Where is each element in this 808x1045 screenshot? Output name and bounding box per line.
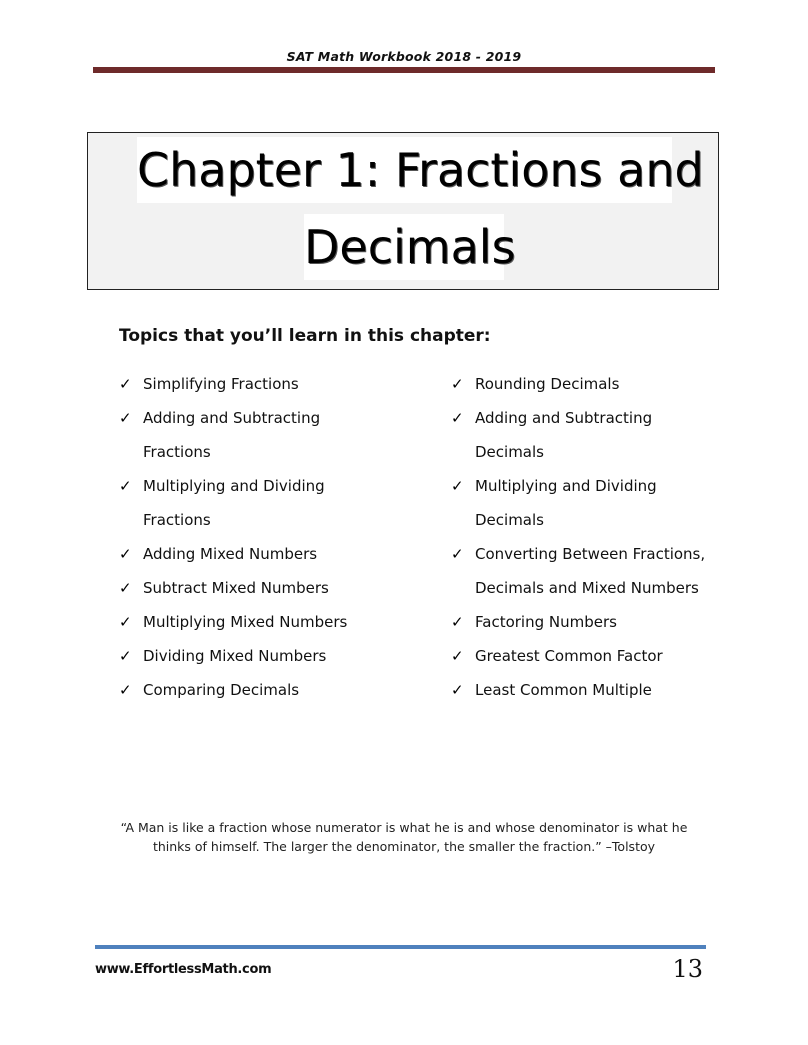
topic-label: Adding and Subtracting	[475, 409, 653, 427]
checkmark-icon: ✓	[119, 375, 132, 393]
checkmark-icon: ✓	[119, 681, 132, 699]
topics-heading: Topics that you’ll learn in this chapter:	[119, 326, 491, 346]
checkmark-icon: ✓	[119, 409, 132, 427]
topic-item	[119, 401, 419, 469]
topic-label: Rounding Decimals	[475, 375, 620, 393]
topic-item	[119, 367, 419, 401]
footer-rule	[95, 945, 706, 949]
topic-label: Factoring Numbers	[475, 613, 617, 631]
checkmark-icon: ✓	[119, 613, 132, 631]
topic-item	[451, 469, 726, 537]
topic-item	[119, 605, 419, 639]
topic-label: Converting Between Fractions,	[475, 545, 706, 563]
checkmark-icon: ✓	[451, 545, 464, 563]
topics-list-left	[119, 367, 419, 707]
topic-label: Decimals	[475, 511, 544, 529]
footer-url: www.EffortlessMath.com	[95, 962, 272, 977]
checkmark-icon: ✓	[119, 647, 132, 665]
topic-item	[451, 537, 726, 605]
chapter-title-box	[87, 132, 719, 290]
topic-item	[119, 469, 419, 537]
checkmark-icon: ✓	[451, 477, 464, 495]
checkmark-icon: ✓	[451, 409, 464, 427]
topic-label: Dividing Mixed Numbers	[143, 647, 327, 665]
topic-label: Simplifying Fractions	[143, 375, 299, 393]
header-rule	[93, 67, 715, 73]
topic-label: Decimals	[475, 443, 544, 461]
topic-label: Subtract Mixed Numbers	[143, 579, 329, 597]
topics-list-right	[451, 367, 726, 707]
checkmark-icon: ✓	[451, 375, 464, 393]
running-header: SAT Math Workbook 2018 - 2019	[286, 49, 522, 64]
topic-label: Comparing Decimals	[143, 681, 300, 699]
quote-line-2: thinks of himself. The larger the denominator, the smaller the fraction.” –Tolstoy	[152, 839, 656, 854]
checkmark-icon: ✓	[451, 647, 464, 665]
topic-label: Adding and Subtracting	[143, 409, 321, 427]
topic-item	[119, 673, 419, 707]
topic-label: Multiplying and Dividing	[143, 477, 325, 495]
topic-item	[451, 639, 726, 673]
tolstoy-quote	[100, 818, 708, 856]
checkmark-icon: ✓	[451, 681, 464, 699]
quote-line-1: “A Man is like a fraction whose numerator is what he is and whose denominator is what he	[120, 820, 688, 835]
topic-item	[119, 537, 419, 571]
topic-item	[451, 605, 726, 639]
chapter-title-line-2: Decimals	[304, 214, 504, 280]
topic-label: Multiplying Mixed Numbers	[143, 613, 348, 631]
chapter-title-line-1: Chapter 1: Fractions and	[137, 137, 672, 203]
topic-item	[451, 401, 726, 469]
topic-label: Fractions	[143, 511, 211, 529]
checkmark-icon: ✓	[119, 579, 132, 597]
topic-label: Greatest Common Factor	[475, 647, 663, 665]
topic-item	[451, 367, 726, 401]
topic-label: Fractions	[143, 443, 211, 461]
checkmark-icon: ✓	[119, 545, 132, 563]
topic-label: Adding Mixed Numbers	[143, 545, 318, 563]
topic-label: Multiplying and Dividing	[475, 477, 657, 495]
topic-item	[451, 673, 726, 707]
page-number: 13	[672, 955, 703, 983]
topic-label: Least Common Multiple	[475, 681, 652, 699]
topic-label: Decimals and Mixed Numbers	[475, 579, 699, 597]
checkmark-icon: ✓	[119, 477, 132, 495]
topic-item	[119, 571, 419, 605]
checkmark-icon: ✓	[451, 613, 464, 631]
topic-item	[119, 639, 419, 673]
